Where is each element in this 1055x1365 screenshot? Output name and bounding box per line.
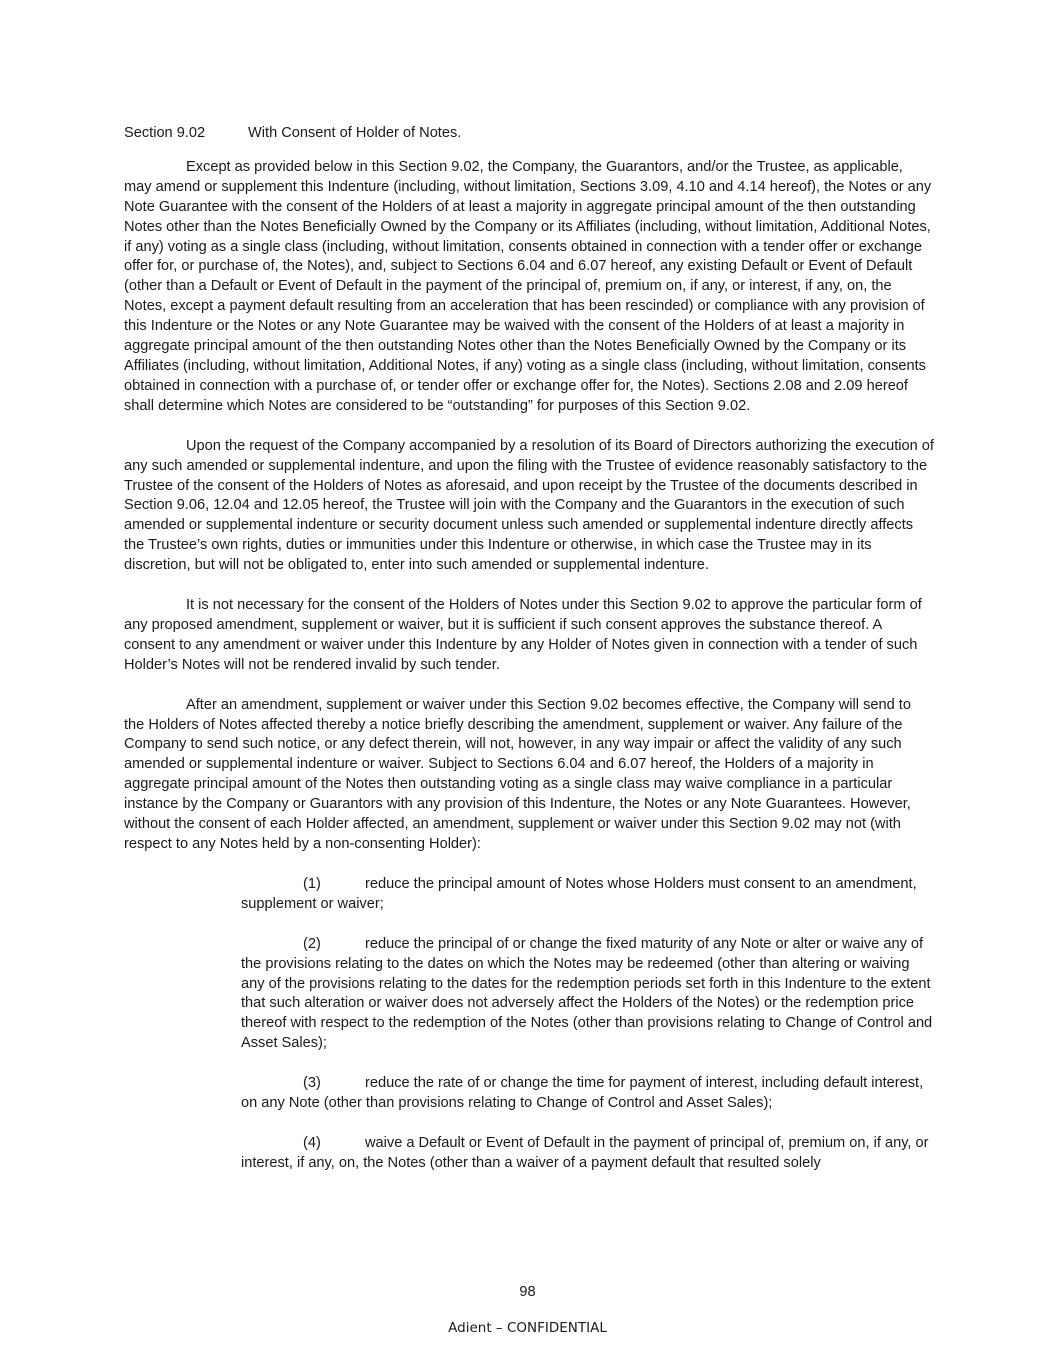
- list-item: [241, 935, 934, 1054]
- paragraph-amendment-consent: Except as provided below in this Section 9.02, the Company, the Guarantors, and/or the Trustee, as applicable, may amend or supplement this Indenture (including, without limitation, Sections 3.09, 4.10 and 4.14 hereof), the Notes or any Note Guarantee with the consent of the Holders of at least a majority in aggregate principal amount of the then outstanding Notes other than the Notes Beneficially Owned by the Company or its Affiliates (including, without limitation, Additional Notes, if any) voting as a single class (including, without limitation, consents obtained in connection with a tender offer or exchange offer for, or purchase of, the Notes), and, subject to Sections 6.04 and 6.07 hereof, any existing Default or Event of Default (other than a Default or Event of Default in the payment of the principal of, premium on, if any, or interest, if any, on, the Notes, except a payment default resulting from an acceleration that has been rescinded) or compliance with any provision of this Indenture or the Notes or any Note Guarantee may be waived with the consent of the Holders of at least a majority in aggregate principal amount of the then outstanding Notes other than the Notes Beneficially Owned by the Company or its Affiliates (including, without limitation, Additional Notes, if any) voting as a single class (including, without limitation, consents obtained in connection with a purchase of, or tender offer or exchange offer for, the Notes). Sections 2.08 and 2.09 hereof shall determine which Notes are considered to be “outstanding” for purposes of this Section 9.02.: [124, 158, 932, 414]
- confidential-footer: Adient – CONFIDENTIAL: [448, 1320, 607, 1336]
- section-number: Section 9.02: [124, 125, 206, 141]
- list-marker: (4): [303, 1134, 321, 1151]
- list-item: [241, 875, 934, 915]
- page-number: 98: [519, 1284, 536, 1300]
- list-item-text: reduce the rate of or change the time for payment of interest, including default interest, on any Note (other than provisions relating to Change of Control and Asset Sales);: [241, 1075, 924, 1112]
- page-body: [124, 124, 934, 1194]
- section-heading: [124, 124, 934, 144]
- paragraph-notice-and-limits: After an amendment, supplement or waiver under this Section 9.02 becomes effective, the Company will send to the Holders of Notes affected thereby a notice briefly describing the amendment, supplement or waiver. Any failure of the Company to send such notice, or any defect therein, will not, however, in any way impair or affect the validity of any such amended or supplemental indenture or waiver. Subject to Sections 6.04 and 6.07 hereof, the Holders of a majority in aggregate principal amount of the Notes then outstanding voting as a single class may waive compliance in a particular instance by the Company or Guarantors with any provision of this Indenture, the Notes or any Note Guarantees. However, without the consent of each Holder affected, an amendment, supplement or waiver under this Section 9.02 may not (with respect to any Notes held by a non-consenting Holder):: [124, 696, 911, 852]
- paragraph-consent-form: It is not necessary for the consent of the Holders of Notes under this Section 9.02 to approve the particular form of any proposed amendment, supplement or waiver, but it is sufficient if such consent approves the substance thereof. A consent to any amendment or waiver under this Indenture by any Holder of Notes given in connection with a tender of such Holder’s Notes will not be rendered invalid by such tender.: [124, 597, 922, 673]
- list-item: [241, 1134, 934, 1174]
- restriction-list: [124, 875, 934, 1174]
- paragraph-trustee-execution: Upon the request of the Company accompanied by a resolution of its Board of Directors authorizing the execution of any such amended or supplemental indenture, and upon the filing with the Trustee of evidence reasonably satisfactory to the Trustee of the consent of the Holders of Notes as aforesaid, and upon receipt by the Trustee of the documents described in Section 9.06, 12.04 and 12.05 hereof, the Trustee will join with the Company and the Guarantors in the execution of such amended or supplemental indenture or security document unless such amended or supplemental indenture directly affects the Trustee’s own rights, duties or immunities under this Indenture or otherwise, in which case the Trustee may in its discretion, but will not be obligated to, enter into such amended or supplemental indenture.: [124, 437, 934, 574]
- list-marker: (1): [303, 875, 321, 892]
- list-marker: (3): [303, 1075, 321, 1092]
- list-marker: (2): [303, 935, 321, 952]
- list-item: [241, 1074, 934, 1114]
- list-item-text: waive a Default or Event of Default in the payment of principal of, premium on, if any, or interest, if any, on, the Notes (other than a waiver of a payment default that resulted solely: [241, 1134, 929, 1171]
- section-title: With Consent of Holder of Notes.: [248, 125, 462, 141]
- list-item-text: reduce the principal amount of Notes whose Holders must consent to an amendment, supplement or waiver;: [241, 875, 917, 912]
- list-item-text: reduce the principal of or change the fixed maturity of any Note or alter or waive any of the provisions relating to the dates on which the Notes may be redeemed (other than altering or waiving any of the provisions relating to the dates for the redemption periods set forth in this Indenture to the extent that such alteration or waiver does not adversely affect the Holders of the Notes) or the redemption price thereof with respect to the redemption of the Notes (other than provisions relating to Change of Control and Asset Sales);: [241, 935, 933, 1052]
